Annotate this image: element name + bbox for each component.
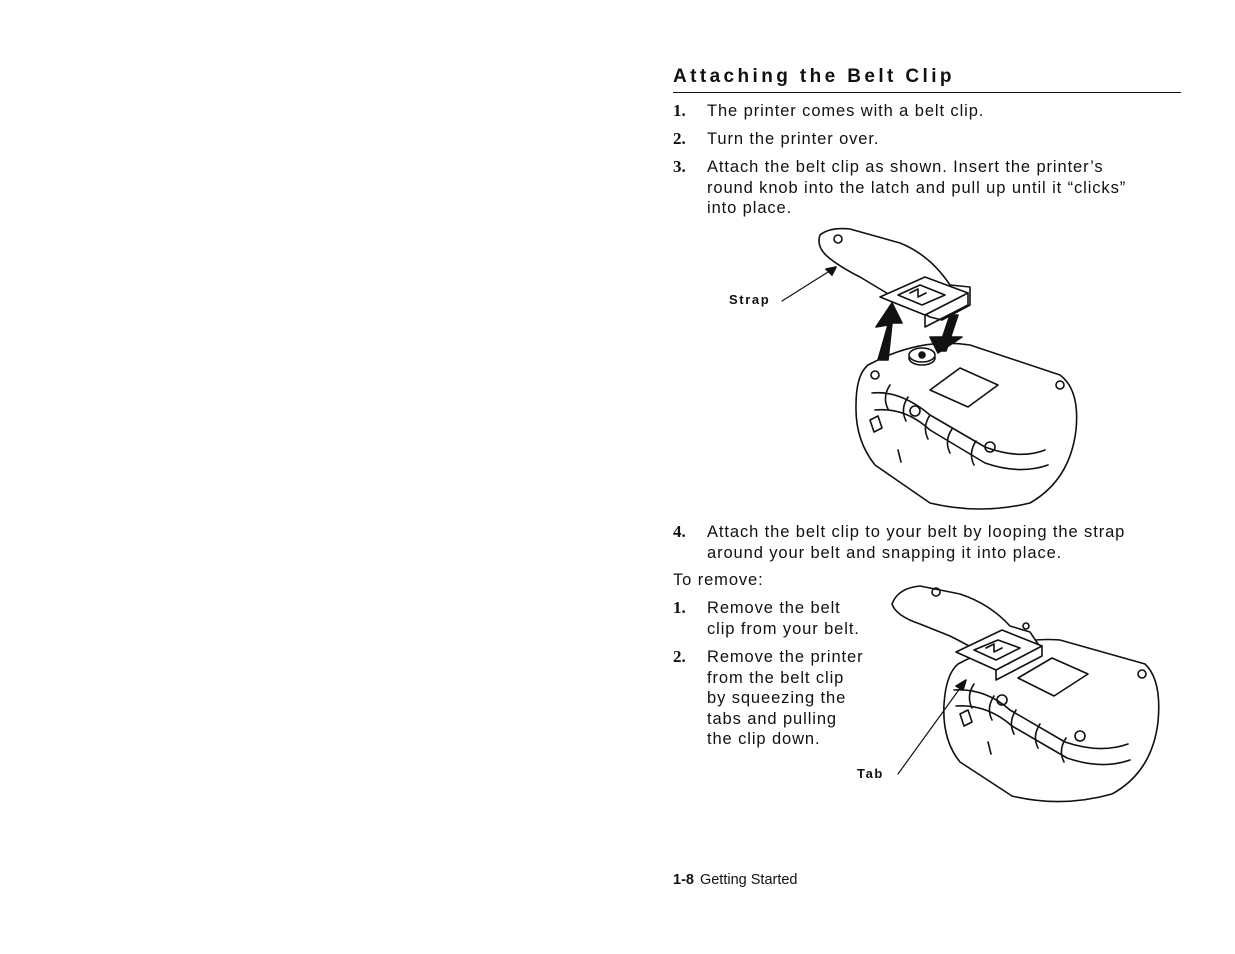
page-footer [673, 872, 798, 888]
list-item [673, 522, 1125, 563]
page-number: 1-8 [673, 872, 694, 888]
list-item [673, 101, 984, 122]
step-text: Turn the printer over. [707, 130, 880, 148]
step-number: 1. [673, 598, 686, 617]
chapter-name: Getting Started [699, 872, 798, 888]
tab-callout: Tab [857, 766, 884, 781]
step-text: Remove the belt clip from your belt. [707, 599, 860, 638]
list-item [673, 598, 860, 639]
step-number: 2. [673, 129, 686, 148]
step-number: 3. [673, 157, 686, 176]
list-item [673, 129, 879, 150]
step-number: 1. [673, 101, 686, 120]
belt-clip-remove-illustration [890, 582, 1170, 812]
list-item [673, 647, 864, 750]
page-title: Attaching the Belt Clip [673, 66, 1181, 93]
step-text: Attach the belt clip to your belt by looping the strap around your belt and snapping it into place. [707, 523, 1126, 562]
belt-clip-attach-illustration [780, 225, 1100, 515]
step-text: Attach the belt clip as shown. Insert the printer’s round knob into the latch and pull up until it “clicks” into place. [707, 158, 1127, 217]
step-text: Remove the printer from the belt clip by squeezing the tabs and pulling the clip down. [707, 648, 864, 748]
strap-callout: Strap [729, 292, 771, 307]
step-number: 2. [673, 647, 686, 666]
remove-intro: To remove: [673, 571, 764, 589]
step-text: The printer comes with a belt clip. [707, 102, 985, 120]
step-number: 4. [673, 522, 686, 541]
list-item [673, 157, 1126, 219]
